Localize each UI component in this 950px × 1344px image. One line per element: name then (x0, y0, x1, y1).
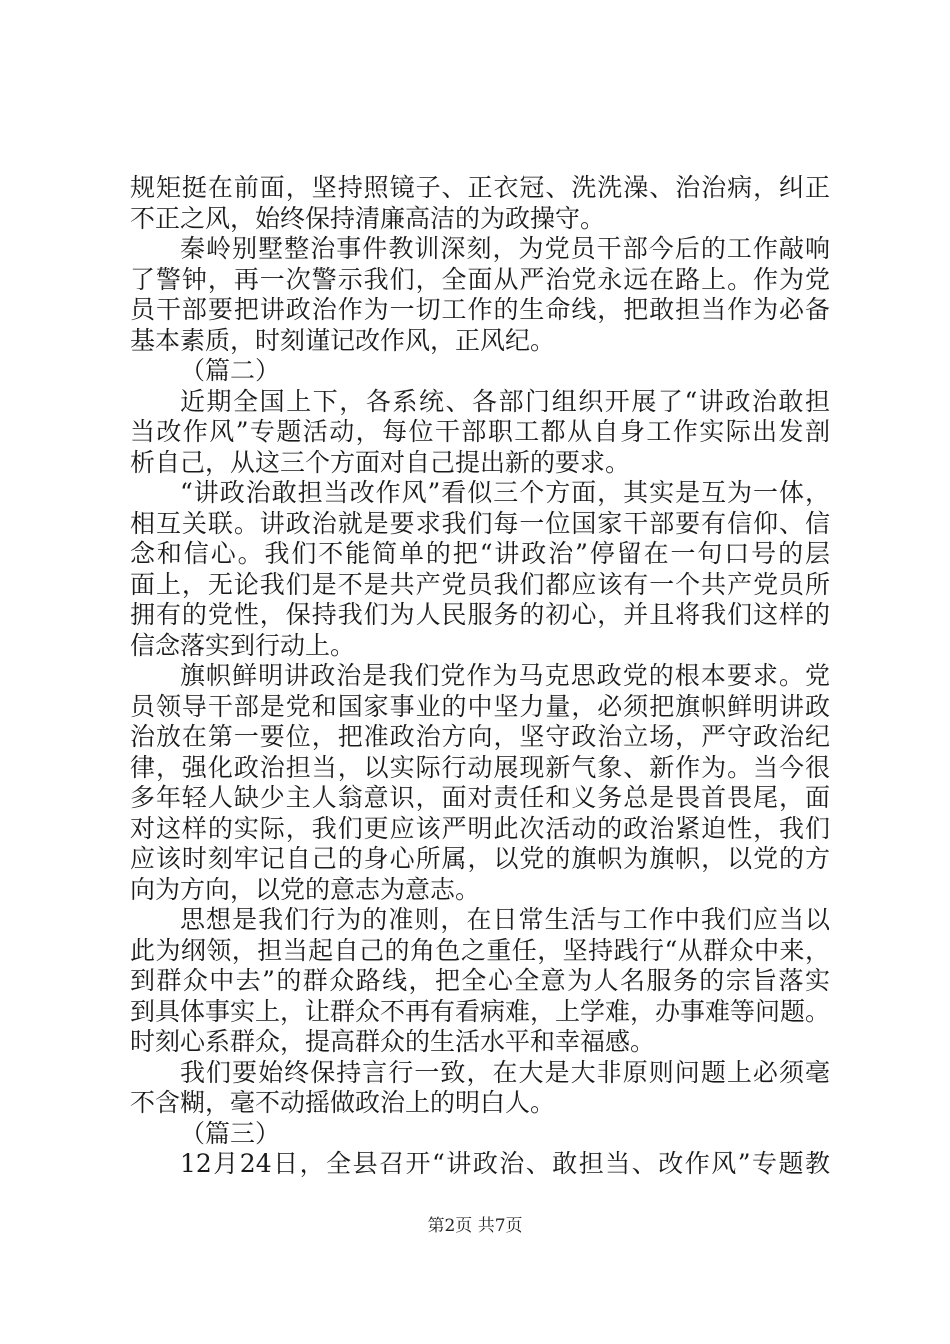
text-line: 到群众中去”的群众路线，把全心全意为人名服务的宗旨落实 (130, 966, 830, 995)
section-heading: （篇三） (180, 1119, 281, 1148)
text-line: 信念落实到行动上。 (130, 631, 356, 660)
text-line: 当改作风”专题活动，每位干部职工都从自身工作实际出发剖 (130, 417, 830, 446)
text-line: 12月24日，全县召开“讲政治、敢担当、改作风”专题教 (180, 1149, 830, 1178)
text-line: 我们要始终保持言行一致，在大是大非原则问题上必须毫 (180, 1058, 830, 1087)
text-line: 此为纲领，担当起自己的角色之重任，坚持践行“从群众中来， (130, 936, 830, 965)
section-heading: （篇二） (180, 356, 281, 385)
text-line: 应该时刻牢记自己的身心所属，以党的旗帜为旗帜，以党的方 (130, 844, 830, 873)
text-line: 治放在第一要位，把准政治方向，坚守政治立场，严守政治纪 (130, 722, 830, 751)
text-line: 思想是我们行为的准则，在日常生活与工作中我们应当以 (180, 905, 830, 934)
text-line: 近期全国上下，各系统、各部门组织开展了“讲政治敢担 (180, 387, 830, 416)
text-line: 律，强化政治担当，以实际行动展现新气象、新作为。当今很 (130, 753, 830, 782)
text-line: 秦岭别墅整治事件教训深刻，为党员干部今后的工作敲响 (180, 234, 830, 263)
text-line: 基本素质，时刻谨记改作风，正风纪。 (130, 326, 556, 355)
text-line: 旗帜鲜明讲政治是我们党作为马克思政党的根本要求。党 (180, 661, 830, 690)
text-line: 规矩挺在前面，坚持照镜子、正衣冠、洗洗澡、治治病，纠正 (130, 173, 830, 202)
text-line: 了警钟，再一次警示我们，全面从严治党永远在路上。作为党 (130, 265, 830, 294)
text-line: 不含糊，毫不动摇做政治上的明白人。 (130, 1088, 556, 1117)
text-line: 到具体事实上，让群众不再有看病难，上学难，办事难等问题。 (130, 997, 830, 1026)
text-line: 员干部要把讲政治作为一切工作的生命线，把敢担当作为必备 (130, 295, 830, 324)
page-number-footer: 第2页 共7页 (427, 1216, 523, 1236)
text-line: 拥有的党性，保持我们为人民服务的初心，并且将我们这样的 (130, 600, 830, 629)
text-line: 员领导干部是党和国家事业的中坚力量，必须把旗帜鲜明讲政 (130, 692, 830, 721)
text-line: 不正之风，始终保持清廉高洁的为政操守。 (130, 204, 606, 233)
text-line: 念和信心。我们不能简单的把“讲政治”停留在一句口号的层 (130, 539, 830, 568)
text-line: 相互关联。讲政治就是要求我们每一位国家干部要有信仰、信 (130, 509, 830, 538)
text-line: 析自己，从这三个方面对自己提出新的要求。 (130, 448, 631, 477)
text-line: 时刻心系群众，提高群众的生活水平和幸福感。 (130, 1027, 656, 1056)
text-line: 向为方向，以党的意志为意志。 (130, 875, 481, 904)
text-line: 多年轻人缺少主人翁意识，面对责任和义务总是畏首畏尾，面 (130, 783, 830, 812)
text-line: 面上，无论我们是不是共产党员我们都应该有一个共产党员所 (130, 570, 830, 599)
text-line: “讲政治敢担当改作风”看似三个方面，其实是互为一体， (180, 478, 830, 507)
text-line: 对这样的实际，我们更应该严明此次活动的政治紧迫性，我们 (130, 814, 830, 843)
